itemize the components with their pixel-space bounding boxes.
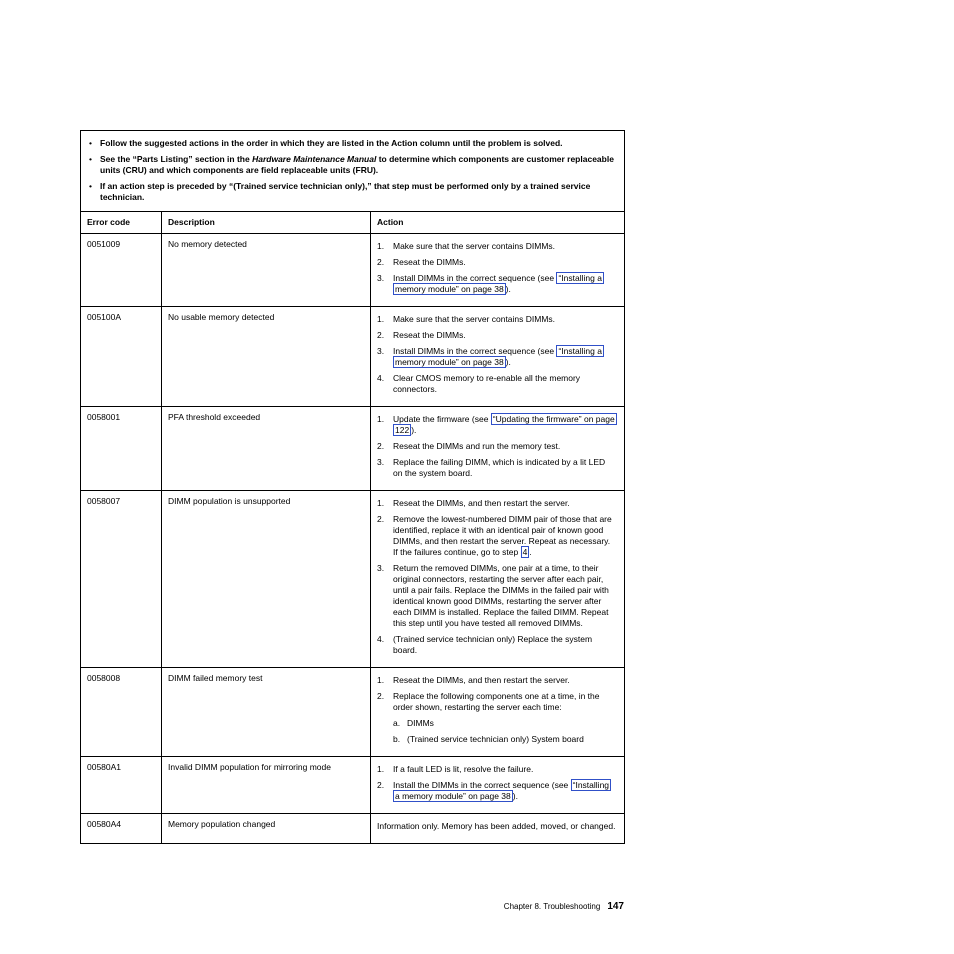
table-row — [81, 234, 625, 307]
note-text-segment: Follow the suggested actions in the order in which they are listed in the Action column until the problem is solved. — [100, 138, 563, 148]
action-step — [377, 441, 616, 452]
error-code-cell: 00580A4 — [81, 814, 162, 844]
action-step — [377, 257, 616, 268]
action-step — [377, 457, 616, 479]
action-step — [377, 634, 616, 656]
step-text-segment: ). — [411, 425, 417, 435]
description-cell: No usable memory detected — [162, 307, 371, 407]
action-step — [377, 514, 616, 558]
action-step — [377, 691, 616, 713]
step-number: 2. — [377, 514, 385, 524]
table-row — [81, 407, 625, 491]
step-number: 3. — [377, 346, 385, 356]
column-header-description: Description — [162, 212, 371, 234]
step-number: 2. — [377, 330, 385, 340]
step-text — [377, 821, 615, 831]
column-header-action: Action — [371, 212, 625, 234]
step-text-segment: If a fault LED is lit, resolve the failure. — [393, 764, 534, 774]
action-substep — [393, 718, 616, 729]
step-text-segment: Replace the failing DIMM, which is indicated by a lit LED on the system board. — [393, 457, 606, 478]
substep-text — [407, 718, 616, 729]
step-text-segment: ). — [505, 284, 511, 294]
step-text-segment: Information only. Memory has been added, moved, or changed. — [377, 821, 616, 831]
step-text-segment: Make sure that the server contains DIMMs. — [393, 241, 556, 251]
substep-text-segment: (Trained service technician only) System board — [407, 734, 584, 744]
step-text — [393, 373, 616, 395]
action-step — [377, 330, 616, 341]
notes-cell — [81, 131, 625, 212]
step-text-segment: . — [529, 547, 532, 557]
action-step — [377, 373, 616, 395]
action-step — [377, 764, 616, 775]
substep-letter: a. — [393, 718, 401, 728]
note-item — [89, 181, 614, 203]
step-text-segment: (Trained service technician only) Replace the system board. — [393, 634, 593, 655]
step-text-segment: Return the removed DIMMs, one pair at a time, to their original connectors, restarting the server after each pair, until a pair fails. Replace the DIMMs in the failed pair with identical known good DIMMs, restarting the server after each DIMM is installed. Replace the failed DIMM. Repeat this step until you have tested all removed DIMMs. — [393, 563, 609, 628]
note-text-segment: to determine which components are customer replaceable units (CRU) and which components are field replaceable units (FRU). — [100, 154, 614, 175]
step-text — [393, 514, 616, 558]
step-text — [393, 780, 616, 802]
bullet-icon: • — [89, 138, 92, 148]
step-text — [393, 441, 616, 452]
error-code-cell: 0058001 — [81, 407, 162, 491]
description-cell: DIMM population is unsupported — [162, 491, 371, 668]
action-step — [377, 563, 616, 629]
error-code-cell: 0058007 — [81, 491, 162, 668]
description-cell: PFA threshold exceeded — [162, 407, 371, 491]
column-header-error-code: Error code — [81, 212, 162, 234]
step-number: 1. — [377, 764, 385, 774]
step-text — [393, 241, 616, 252]
notes-row — [81, 131, 625, 212]
note-text-segment-italic: Hardware Maintenance Manual — [252, 154, 377, 164]
table-row — [81, 491, 625, 668]
step-text — [393, 330, 616, 341]
step-text-segment: Reseat the DIMMs, and then restart the server. — [393, 675, 570, 685]
action-step — [377, 780, 616, 802]
substep-text-segment: DIMMs — [407, 718, 434, 728]
step-number: 1. — [377, 414, 385, 424]
page-link[interactable]: “Updating the firmware” on page 122 — [395, 414, 615, 435]
table-row — [81, 668, 625, 757]
step-text — [393, 346, 616, 368]
action-cell — [371, 307, 625, 407]
note-text-segment: If an action step is preceded by “(Trained service technician only),” that step must be performed only by a trained service technician. — [100, 181, 591, 202]
step-text — [393, 273, 616, 295]
error-code-cell: 005100A — [81, 307, 162, 407]
step-text-segment: Remove the lowest-numbered DIMM pair of those that are identified, replace it with an identical pair of known good DIMMs, and then restart the server. Repeat as necessary. If the failures continue, go to step — [393, 514, 612, 557]
step-text-segment: Install DIMMs in the correct sequence (see — [393, 346, 557, 356]
step-number: 2. — [377, 780, 385, 790]
step-text-segment: Update the firmware (see — [393, 414, 491, 424]
action-cell — [371, 491, 625, 668]
step-text-segment: Clear CMOS memory to re-enable all the memory connectors. — [393, 373, 581, 394]
step-text-segment: Install the DIMMs in the correct sequence (see — [393, 780, 571, 790]
error-code-cell: 0051009 — [81, 234, 162, 307]
action-step — [377, 314, 616, 325]
step-text — [393, 764, 616, 775]
substep-text — [407, 734, 616, 745]
notes-list — [89, 138, 614, 203]
step-text-segment: Replace the following components one at a time, in the order shown, restarting the server each time: — [393, 691, 600, 712]
action-step — [377, 346, 616, 368]
table-row — [81, 307, 625, 407]
step-text — [393, 691, 616, 713]
substep-letter: b. — [393, 734, 401, 744]
bullet-icon: • — [89, 181, 92, 191]
note-item — [89, 138, 614, 149]
step-text-segment: Reseat the DIMMs and run the memory test. — [393, 441, 561, 451]
step-text — [393, 634, 616, 656]
error-code-cell: 00580A1 — [81, 757, 162, 814]
step-text — [393, 675, 616, 686]
description-cell: Invalid DIMM population for mirroring mode — [162, 757, 371, 814]
step-number: 3. — [377, 457, 385, 467]
action-cell — [371, 814, 625, 844]
bullet-icon: • — [89, 154, 92, 164]
step-text — [393, 314, 616, 325]
step-text — [393, 457, 616, 479]
step-number: 4. — [377, 373, 385, 383]
step-text-segment: Reseat the DIMMs, and then restart the server. — [393, 498, 570, 508]
step-number: 2. — [377, 441, 385, 451]
page-link[interactable]: “Installing a memory module” on page 38 — [395, 780, 610, 801]
action-cell — [371, 668, 625, 757]
page-footer — [80, 901, 624, 912]
step-number: 4. — [377, 634, 385, 644]
error-table-body — [81, 234, 625, 844]
action-step — [377, 498, 616, 509]
table-row — [81, 814, 625, 844]
troubleshooting-section — [80, 130, 624, 844]
page-link[interactable]: “Installing a memory module” on page 38 — [395, 273, 602, 294]
step-number: 1. — [377, 675, 385, 685]
chapter-label: Chapter 8. Troubleshooting — [503, 902, 601, 911]
note-text-segment: See the “Parts Listing” section in the — [100, 154, 253, 164]
action-cell — [371, 234, 625, 307]
note-item — [89, 154, 614, 176]
note-text — [100, 181, 614, 203]
step-text — [393, 563, 616, 629]
step-text — [393, 498, 616, 509]
step-text-segment: Reseat the DIMMs. — [393, 257, 466, 267]
step-text — [393, 257, 616, 268]
table-header-row — [81, 212, 625, 234]
error-code-cell: 0058008 — [81, 668, 162, 757]
page-link[interactable]: “Installing a memory module” on page 38 — [395, 346, 602, 367]
step-text-segment: Make sure that the server contains DIMMs. — [393, 314, 556, 324]
step-number: 2. — [377, 257, 385, 267]
action-step — [377, 414, 616, 436]
step-number: 1. — [377, 314, 385, 324]
page-link[interactable]: 4 — [522, 547, 528, 557]
step-text-segment: Reseat the DIMMs. — [393, 330, 466, 340]
action-cell — [371, 407, 625, 491]
description-cell: No memory detected — [162, 234, 371, 307]
step-number: 2. — [377, 691, 385, 701]
description-cell: DIMM failed memory test — [162, 668, 371, 757]
note-text — [100, 138, 614, 149]
step-text — [393, 414, 616, 436]
step-text-segment: Install DIMMs in the correct sequence (see — [393, 273, 557, 283]
action-substep — [393, 734, 616, 745]
action-step — [377, 273, 616, 295]
description-cell: Memory population changed — [162, 814, 371, 844]
step-number: 3. — [377, 273, 385, 283]
action-cell — [371, 757, 625, 814]
action-step — [377, 241, 616, 252]
step-number: 1. — [377, 498, 385, 508]
action-text — [377, 821, 616, 832]
table-row — [81, 757, 625, 814]
error-code-table — [80, 130, 625, 844]
action-step — [377, 675, 616, 686]
step-text-segment: ). — [512, 791, 518, 801]
step-number: 1. — [377, 241, 385, 251]
note-text — [100, 154, 614, 176]
step-text-segment: ). — [505, 357, 511, 367]
step-number: 3. — [377, 563, 385, 573]
page-number: 147 — [607, 901, 624, 912]
